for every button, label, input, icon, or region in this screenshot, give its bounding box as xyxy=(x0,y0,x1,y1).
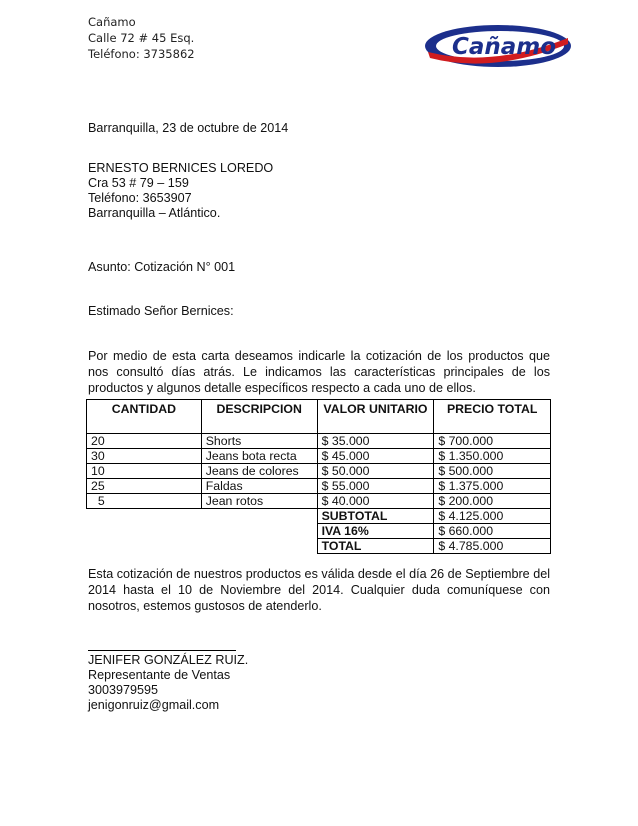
cell-desc: Shorts xyxy=(201,434,317,449)
sender-address: Calle 72 # 45 Esq. xyxy=(88,31,195,45)
recipient-city: Barranquilla – Atlántico. xyxy=(88,206,221,220)
cell-qty: 30 xyxy=(87,449,202,464)
subtotal-label: SUBTOTAL xyxy=(317,509,434,524)
quote-table xyxy=(86,399,551,554)
signature-email: jenigonruiz@gmail.com xyxy=(88,698,220,712)
header-precio-total: PRECIO TOTAL xyxy=(434,400,551,434)
table-header-row xyxy=(87,400,551,434)
cell-unit: $ 35.000 xyxy=(317,434,434,449)
summary-row-iva xyxy=(87,524,551,539)
recipient-name: ERNESTO BERNICES LOREDO xyxy=(88,161,274,175)
cell-total: $ 1.350.000 xyxy=(434,449,551,464)
cell-desc: Faldas xyxy=(201,479,317,494)
cell-qty: 5 xyxy=(87,494,202,509)
subtotal-value: $ 4.125.000 xyxy=(434,509,551,524)
signature-line xyxy=(88,650,236,651)
table-row xyxy=(87,479,551,494)
cell-qty: 10 xyxy=(87,464,202,479)
signature-phone: 3003979595 xyxy=(88,683,159,697)
header-descripcion: DESCRIPCION xyxy=(201,400,317,434)
sender-company: Cañamo xyxy=(88,15,136,29)
recipient-block xyxy=(88,161,273,221)
iva-value: $ 660.000 xyxy=(434,524,551,539)
cell-unit: $ 45.000 xyxy=(317,449,434,464)
cell-qty: 25 xyxy=(87,479,202,494)
cell-total: $ 700.000 xyxy=(434,434,551,449)
cell-total: $ 1.375.000 xyxy=(434,479,551,494)
subject-line: Asunto: Cotización N° 001 xyxy=(88,260,236,274)
cell-unit: $ 40.000 xyxy=(317,494,434,509)
validity-paragraph: Esta cotización de nuestros productos es válida desde el día 26 de Septiembre del 2014 hasta el 10 de Noviembre del 2014. Cualquier duda comuníquese con nosotros, estemos gustosos de atenderlo. xyxy=(88,567,550,613)
recipient-address: Cra 53 # 79 – 159 xyxy=(88,176,189,190)
table-row xyxy=(87,449,551,464)
cell-unit: $ 55.000 xyxy=(317,479,434,494)
summary-row-total xyxy=(87,539,551,554)
table-row xyxy=(87,434,551,449)
cell-total: $ 200.000 xyxy=(434,494,551,509)
iva-label: IVA 16% xyxy=(317,524,434,539)
summary-row-subtotal xyxy=(87,509,551,524)
recipient-phone: Teléfono: 3653907 xyxy=(88,191,192,205)
header-cantidad: CANTIDAD xyxy=(87,400,202,434)
table-row xyxy=(87,494,551,509)
company-logo xyxy=(422,18,574,74)
total-label: TOTAL xyxy=(317,539,434,554)
cell-desc: Jeans de colores xyxy=(201,464,317,479)
signature-block xyxy=(88,653,248,713)
intro-paragraph: Por medio de esta carta deseamos indicarle la cotización de los productos que nos consultó días atrás. Le indicamos las características principales de los productos y algunos detalle específicos respecto a cada uno de ellos. xyxy=(88,349,550,395)
signature-title: Representante de Ventas xyxy=(88,668,231,682)
signature-name: JENIFER GONZÁLEZ RUIZ. xyxy=(88,653,249,667)
cell-desc: Jean rotos xyxy=(201,494,317,509)
cell-unit: $ 50.000 xyxy=(317,464,434,479)
cell-qty: 20 xyxy=(87,434,202,449)
sender-phone: Teléfono: 3735862 xyxy=(88,47,195,61)
logo-text: Cañamo xyxy=(451,34,557,60)
total-value: $ 4.785.000 xyxy=(434,539,551,554)
cell-total: $ 500.000 xyxy=(434,464,551,479)
cell-desc: Jeans bota recta xyxy=(201,449,317,464)
table-row xyxy=(87,464,551,479)
salutation: Estimado Señor Bernices: xyxy=(88,304,234,318)
sender-block xyxy=(88,14,195,62)
header-valor-unitario: VALOR UNITARIO xyxy=(317,400,434,434)
date-line: Barranquilla, 23 de octubre de 2014 xyxy=(88,121,289,135)
